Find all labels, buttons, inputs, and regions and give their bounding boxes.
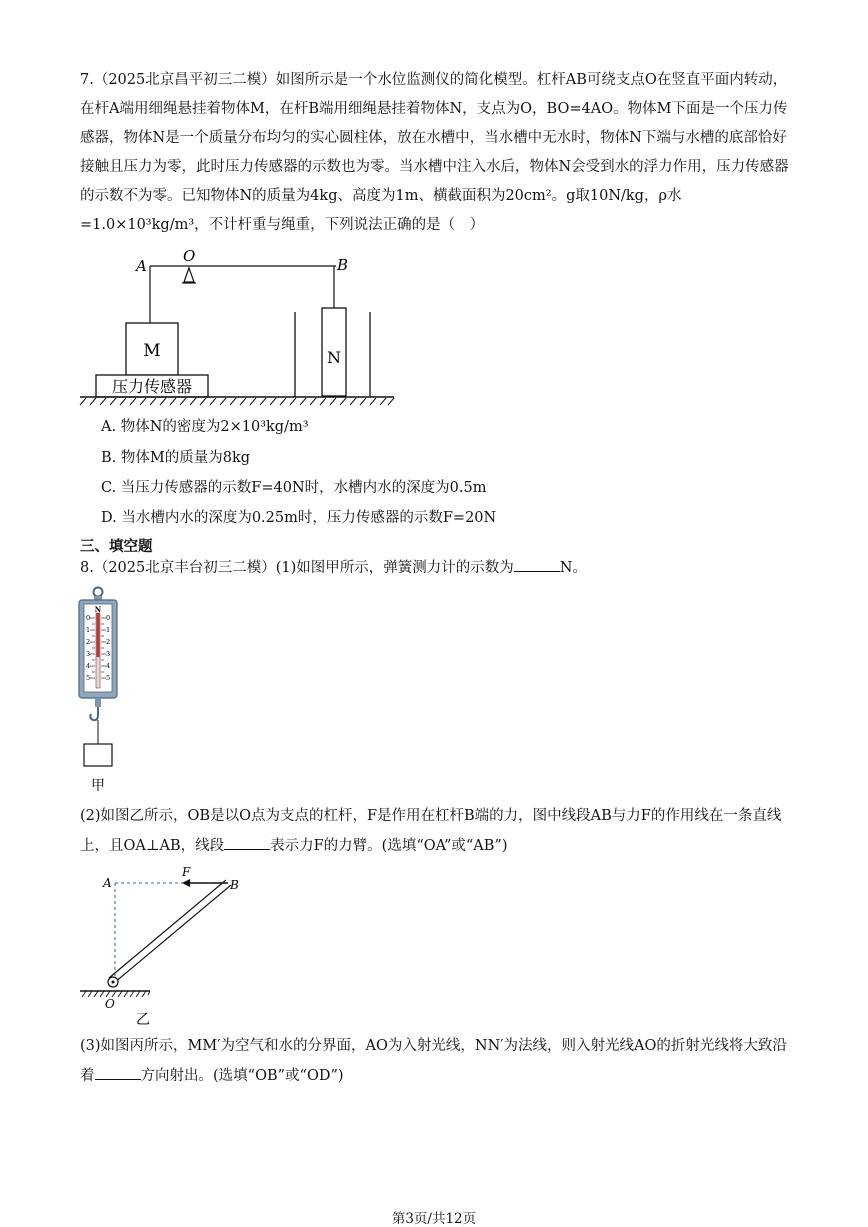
label-O: O (183, 250, 196, 265)
figure-jia-caption: 甲 (91, 778, 105, 794)
tick-left-5: 5 (86, 674, 91, 682)
answer-blank-3[interactable] (95, 1065, 141, 1080)
option-b: B. 物体M的质量为8kg (101, 450, 251, 466)
option-c: C. 当压力传感器的示数F=40N时，水槽内水的深度为0.5m (101, 480, 487, 496)
lever-force-arm-diagram (78, 862, 258, 1034)
q8-part1-unit: N。 (559, 560, 587, 576)
tick-right-3: 3 (106, 650, 111, 658)
spring-scale-diagram (76, 584, 126, 796)
label-B: B (337, 256, 349, 274)
scale-unit: N (94, 605, 102, 614)
tick-right-5: 5 (106, 674, 111, 682)
option-d: D. 当水槽内水的深度为0.25m时，压力传感器的示数F=20N (101, 510, 497, 526)
label-M: M (143, 341, 161, 361)
tick-left-1: 1 (86, 626, 91, 634)
label-N: N (327, 348, 341, 367)
page-footer: 第3页/共12页 (391, 1211, 477, 1227)
answer-blank-1[interactable] (514, 557, 560, 572)
q8-part1-text: 8.（2025北京丰台初三二模）(1)如图甲所示，弹簧测力计的示数为 (80, 560, 514, 576)
answer-blank-2[interactable] (224, 835, 270, 850)
label-F: F (182, 865, 191, 879)
sensor-label: 压力传感器 (111, 377, 193, 396)
label-A: A (136, 257, 147, 275)
lever-water-level-diagram (78, 250, 398, 410)
tick-right-2: 2 (106, 638, 111, 646)
figure-yi-caption: 乙 (136, 1012, 150, 1028)
label-O-2: O (105, 997, 115, 1011)
tick-left-0: 0 (86, 614, 91, 622)
q8-part3-text: (3)如图丙所示，MM′为空气和水的分界面，AO为入射光线，NN′为法线，则入射光线AO的折射光线将大致沿着 (80, 1038, 787, 1084)
q8-part2-text: (2)如图乙所示，OB是以O点为支点的杠杆，F是作用在杠杆B端的力，图中线段AB与力F的作用线在一条直线上，且OA⊥AB，线段 (80, 808, 782, 854)
tick-left-4: 4 (86, 662, 91, 670)
question-8-part1 (80, 557, 587, 578)
option-a: A. 物体N的密度为2×10³kg/m³ (101, 419, 309, 435)
tick-left-3: 3 (86, 650, 91, 658)
label-B-2: B (230, 878, 239, 892)
q8-part3-options: 方向射出。(选填“OB”或“OD”) (140, 1068, 344, 1084)
question-8-part3 (80, 1031, 792, 1091)
section-heading: 三、填空题 (80, 539, 153, 555)
label-A-2: A (103, 876, 112, 890)
tick-right-1: 1 (106, 626, 111, 634)
question-8-part2 (80, 801, 792, 861)
tick-right-0: 0 (106, 614, 111, 622)
q8-part2-options: 表示力F的力臂。(选填“OA”或“AB”) (270, 838, 508, 854)
tick-right-4: 4 (106, 662, 111, 670)
question-7-text: 7.（2025北京昌平初三二模）如图所示是一个水位监测仪的简化模型。杠杆AB可绕支点O在竖直平面内转动，在杆A端用细绳悬挂着物体M，在杆B端用细绳悬挂着物体N，支点为O，BO=4AO。物体M下面是一个压力传感器，物体N是一个质量分布均匀的实心圆柱体，放在水槽中，当水槽中无水时，物体N下端与水槽的底部恰好接触且压力为零，此时压力传感器的示数也为零。当水槽中注入水后，物体N会受到水的浮力作用，压力传感器的示数不为零。已知物体N的质量为4kg、高度为1m、横截面积为20cm²。g取10N/kg，ρ水=1.0×10³kg/m³，不计杆重与绳重，下列说法正确的是（ ） (80, 72, 789, 233)
tick-left-2: 2 (86, 638, 91, 646)
